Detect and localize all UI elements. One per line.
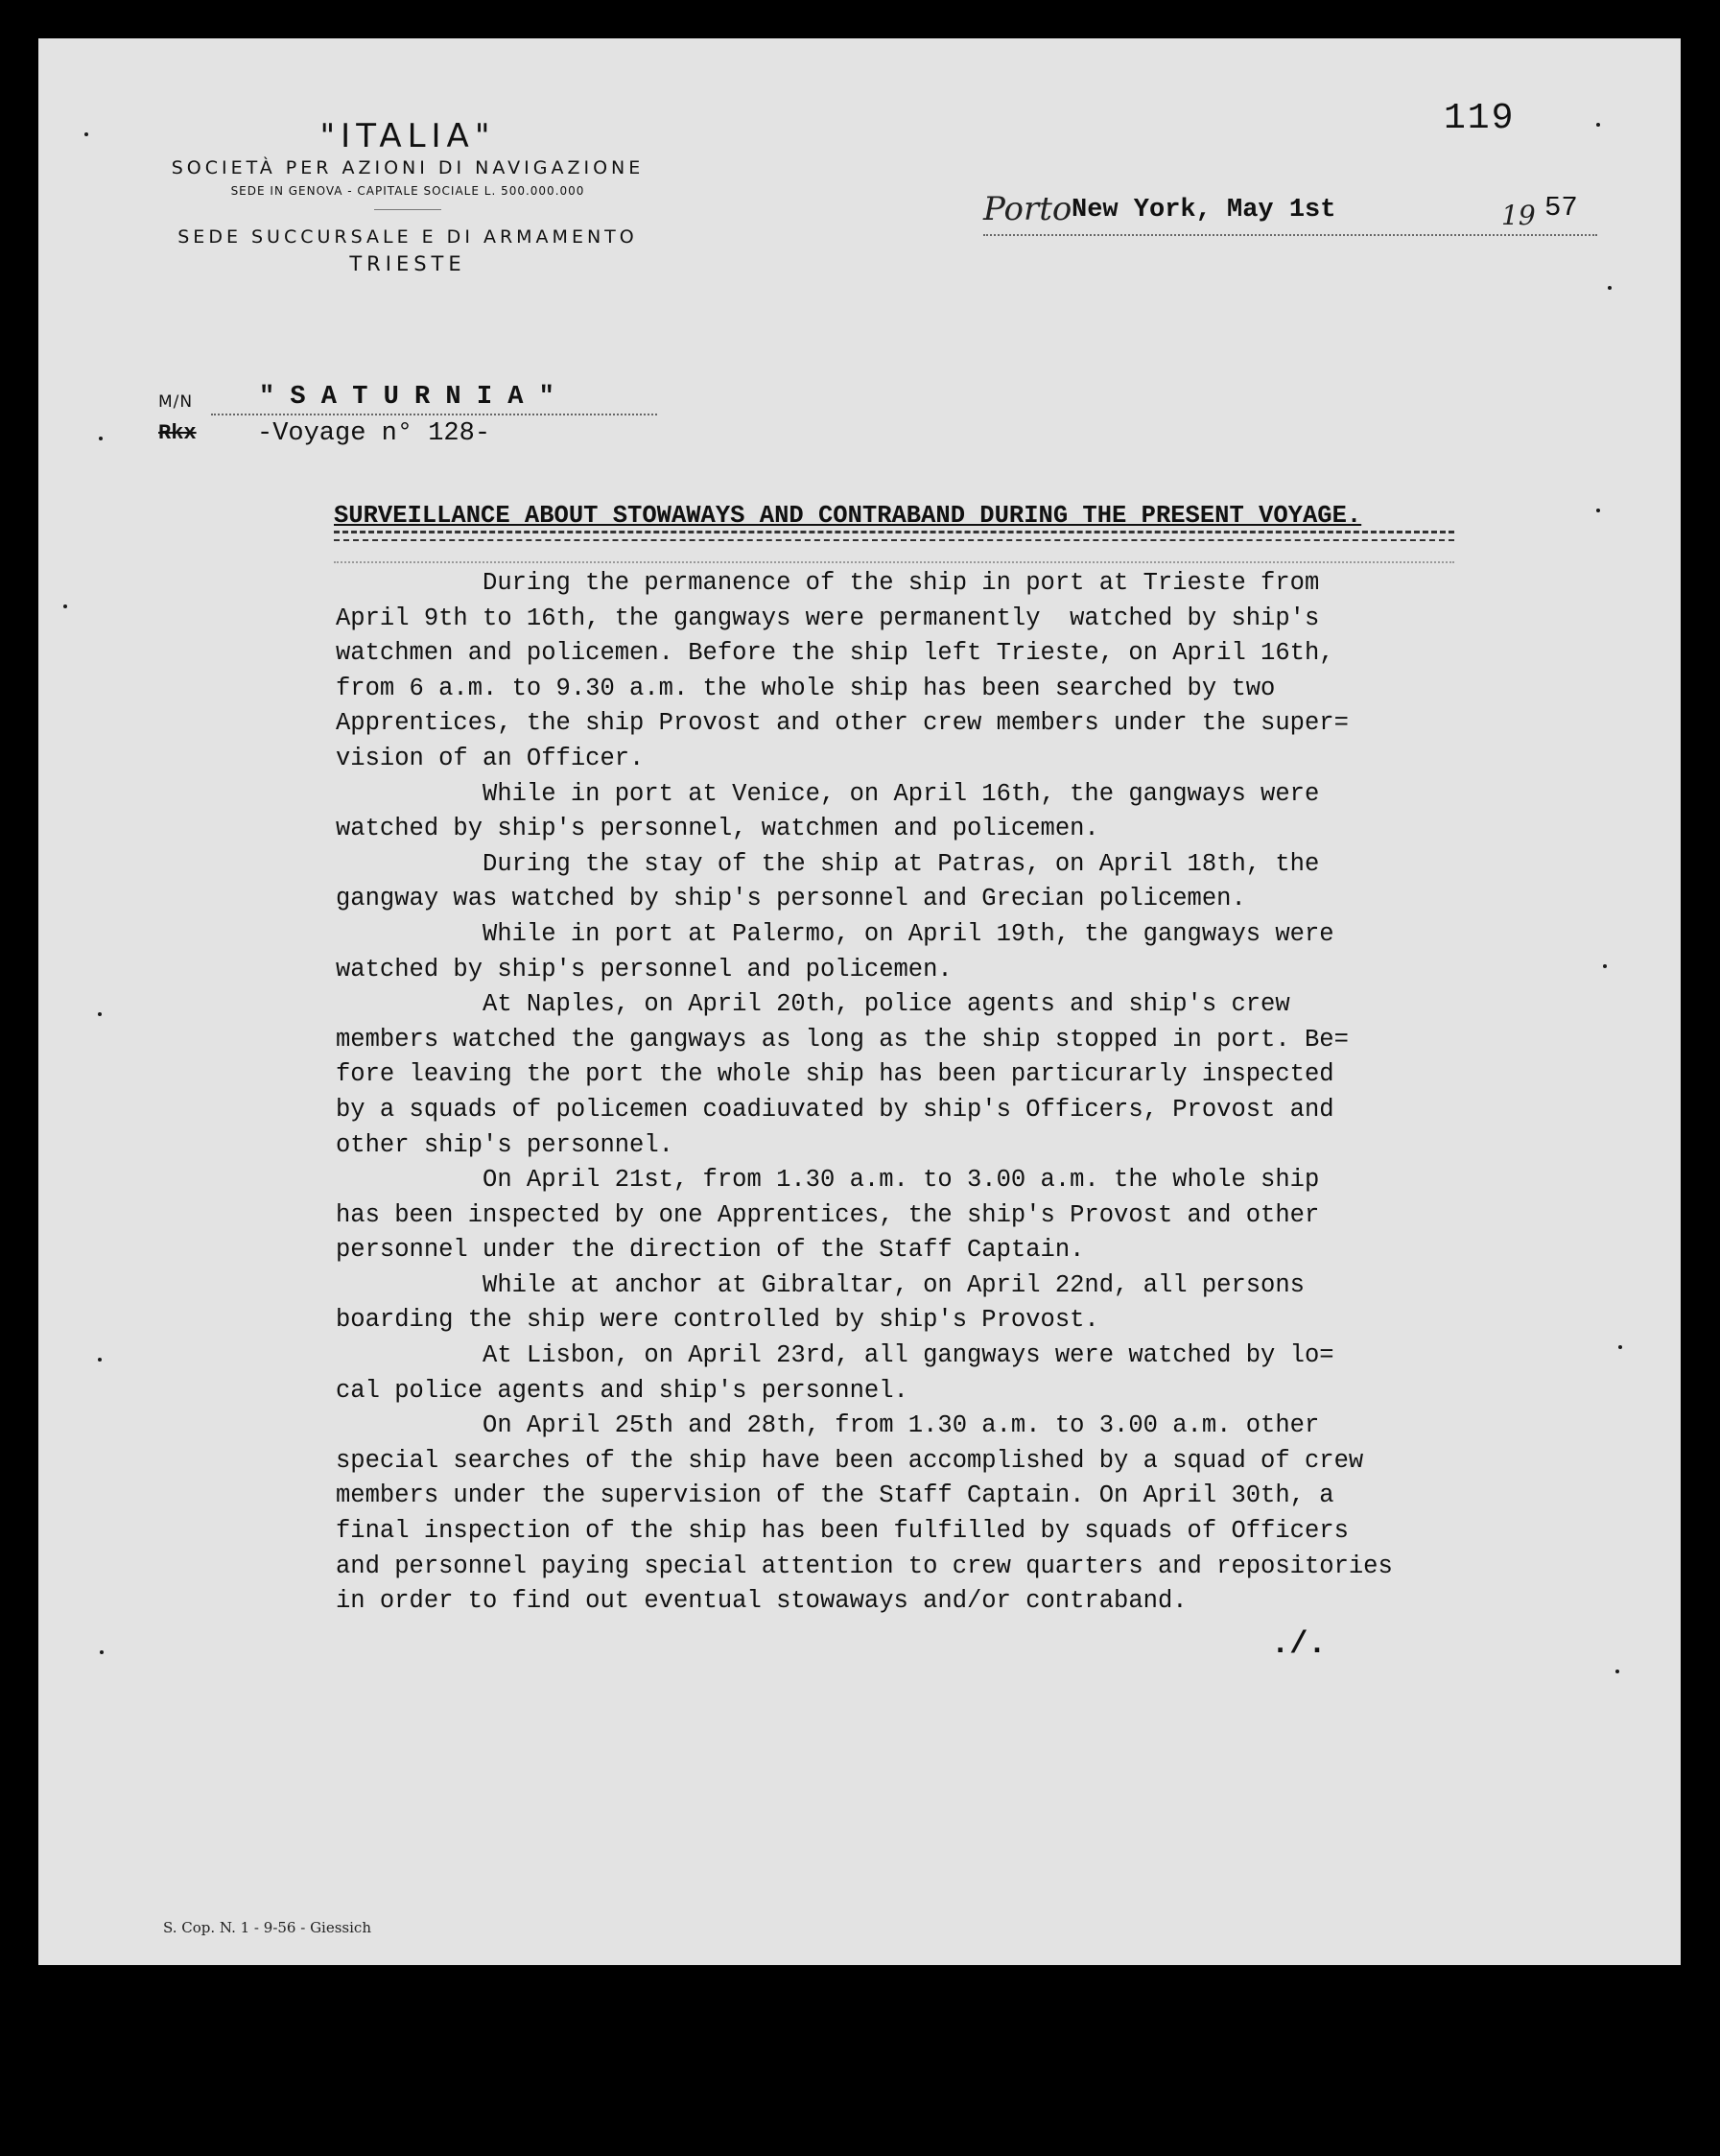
body-line: On April 25th and 28th, from 1.30 a.m. to 3.00 a.m. other: [336, 1411, 1320, 1440]
paper-speck: [1618, 1345, 1622, 1349]
heading-double-underline: [334, 531, 1454, 541]
paper-speck: [63, 604, 67, 608]
struck-voyage-prefix: Rkx: [158, 421, 197, 445]
registered-seat: SEDE IN GENOVA - CAPITALE SOCIALE L. 500.000.000: [230, 184, 585, 198]
body-line: watchmen and policemen. Before the ship left Trieste, on April 16th,: [336, 639, 1334, 668]
voyage-row: [158, 415, 657, 452]
body-line: watched by ship's personnel and policemen.: [336, 955, 953, 983]
company-type: SOCIETÀ PER AZIONI DI NAVIGAZIONE: [171, 157, 645, 178]
body-line: from 6 a.m. to 9.30 a.m. the whole ship has been searched by two: [336, 674, 1276, 702]
body-line: special searches of the ship have been accomplished by a squad of crew: [336, 1446, 1364, 1475]
paper-speck: [1608, 286, 1612, 290]
year-prefix: 19: [1501, 200, 1536, 231]
heading-dotted-rule: [334, 561, 1454, 563]
body-line: While in port at Palermo, on April 19th, the gangways were: [336, 919, 1334, 948]
body-line: other ship's personnel.: [336, 1130, 673, 1159]
body-line: members watched the gangways as long as the ship stopped in port. Be=: [336, 1025, 1349, 1054]
body-line: fore leaving the port the whole ship has been particurarly inspected: [336, 1060, 1334, 1089]
body-line: gangway was watched by ship's personnel and Grecian policemen.: [336, 885, 1246, 913]
letterhead: [139, 117, 676, 277]
ship-name: " S A T U R N I A ": [259, 383, 554, 412]
body-line: During the permanence of the ship in port at Trieste from: [336, 569, 1320, 597]
body-line: final inspection of the ship has been fulfilled by squads of Officers: [336, 1517, 1349, 1546]
body-line: On April 21st, from 1.30 a.m. to 3.00 a.m. the whole ship: [336, 1166, 1320, 1195]
paper-speck: [1615, 1670, 1619, 1673]
ship-details: [158, 379, 657, 452]
branch-city: TRIESTE: [349, 252, 466, 275]
body-line: members under the supervision of the Staff Captain. On April 30th, a: [336, 1481, 1334, 1510]
company-name: "ITALIA": [319, 117, 496, 155]
body-line: in order to find out eventual stowaways and/or contraband.: [336, 1587, 1188, 1616]
body-line: While at anchor at Gibraltar, on April 22nd, all persons: [336, 1270, 1305, 1299]
body-line: At Lisbon, on April 23rd, all gangways were watched by lo=: [336, 1341, 1334, 1370]
document-page: [38, 38, 1681, 1965]
body-line: April 9th to 16th, the gangways were permanently watched by ship's: [336, 604, 1320, 632]
place-date: New York, May 1st: [1072, 196, 1336, 225]
paper-speck: [1603, 964, 1607, 968]
body-line: by a squads of policemen coadiuvated by ship's Officers, Provost and: [336, 1095, 1334, 1124]
body-line: While in port at Venice, on April 16th, the gangways were: [336, 779, 1320, 808]
document-heading: SURVEILLANCE ABOUT STOWAWAYS AND CONTRABAND DURING THE PRESENT VOYAGE.: [334, 502, 1362, 530]
page-number: 119: [1444, 98, 1516, 139]
year-suffix: 57: [1544, 192, 1578, 224]
port-label: Porto: [983, 190, 1072, 228]
body-line: has been inspected by one Apprentices, the ship's Provost and other: [336, 1200, 1320, 1229]
body-line: and personnel paying special attention to crew quarters and repositories: [336, 1552, 1393, 1580]
letterhead-divider: [374, 209, 441, 210]
body-line: personnel under the direction of the Staff Captain.: [336, 1236, 1085, 1265]
ship-type-label: M/N: [158, 392, 194, 412]
signoff-mark: ./.: [1271, 1626, 1327, 1662]
body-line: During the stay of the ship at Patras, on April 18th, the: [336, 849, 1320, 878]
paper-speck: [99, 437, 103, 440]
printer-footer: S. Cop. N. 1 - 9-56 - Giessich: [163, 1919, 371, 1936]
body-line: boarding the ship were controlled by ship's Provost.: [336, 1306, 1099, 1335]
dateline: [983, 190, 1597, 236]
body-line: Apprentices, the ship Provost and other crew members under the super=: [336, 709, 1349, 738]
paper-speck: [1596, 509, 1600, 512]
paper-speck: [98, 1358, 102, 1362]
paper-speck: [1596, 123, 1600, 127]
voyage-number: -Voyage n° 128-: [257, 419, 491, 448]
body-line: watched by ship's personnel, watchmen and policemen.: [336, 815, 1099, 843]
body-line: cal police agents and ship's personnel.: [336, 1376, 908, 1405]
body-line: vision of an Officer.: [336, 744, 645, 772]
body-line: At Naples, on April 20th, police agents and ship's crew: [336, 990, 1290, 1019]
paper-speck: [100, 1650, 104, 1654]
paper-speck: [98, 1012, 102, 1016]
document-body: [336, 566, 1583, 1620]
paper-speck: [84, 132, 88, 136]
ship-name-row: [158, 379, 657, 415]
branch-office: SEDE SUCCURSALE E DI ARMAMENTO: [177, 226, 638, 248]
